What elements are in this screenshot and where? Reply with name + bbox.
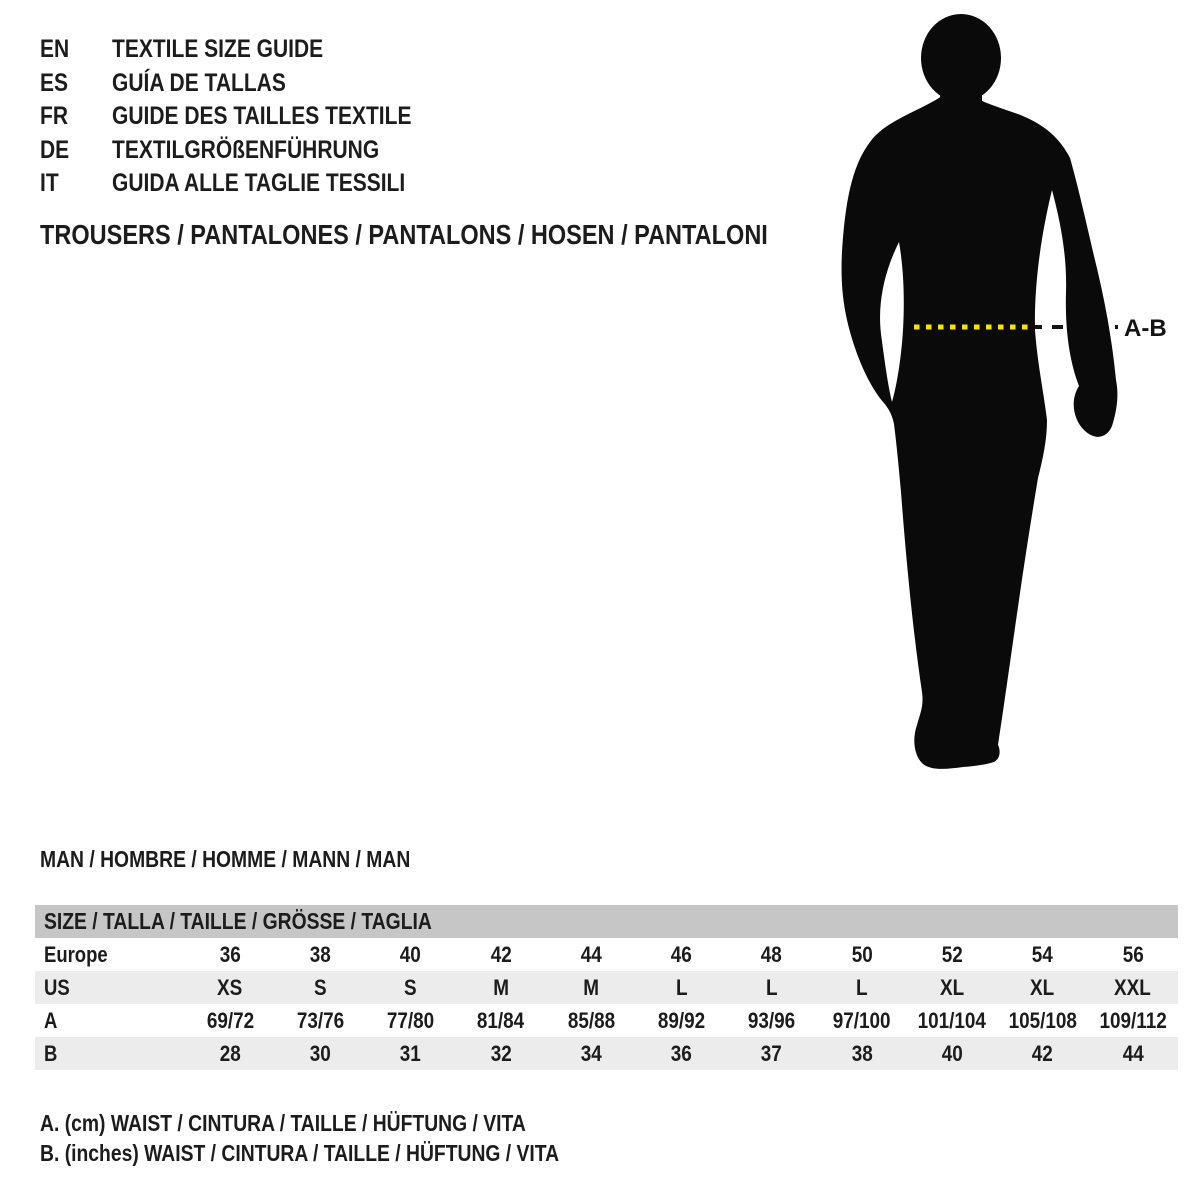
- table-cell: 52: [941, 942, 963, 967]
- language-title: GUÍA DE TALLAS: [112, 68, 286, 97]
- language-code: FR: [40, 102, 68, 131]
- table-cell: 50: [851, 942, 873, 967]
- table-cell: 38: [309, 942, 331, 967]
- table-cell: 44: [1122, 1041, 1144, 1066]
- table-cell: 77/80: [386, 1008, 435, 1033]
- table-cell: 85/88: [567, 1008, 615, 1033]
- table-cell: 36: [670, 1041, 692, 1066]
- table-cell: 44: [580, 942, 602, 967]
- table-cell: L: [856, 975, 868, 1000]
- row-label: Europe: [44, 942, 108, 967]
- table-cell: 46: [670, 942, 692, 967]
- table-cell: XXL: [1114, 975, 1152, 1000]
- silhouette-body: [842, 96, 1118, 769]
- table-row-a-cm: [35, 1004, 1178, 1037]
- row-label: B: [44, 1041, 58, 1066]
- row-values: [185, 1004, 1178, 1037]
- note-b: B. (inches) WAIST / CINTURA / TAILLE / HÜFTUNG / VITA: [40, 1140, 560, 1166]
- table-cell: XS: [217, 975, 243, 1000]
- table-cell: L: [675, 975, 688, 1000]
- row-label: US: [44, 975, 70, 1000]
- language-title: TEXTILGRÖßENFÜHRUNG: [112, 135, 380, 164]
- table-cell: 30: [309, 1041, 331, 1066]
- table-cell: 40: [941, 1041, 963, 1066]
- table-cell: 34: [580, 1041, 602, 1066]
- table-cell: S: [404, 975, 417, 1000]
- table-cell: 81/84: [477, 1008, 525, 1033]
- table-cell: 37: [761, 1041, 783, 1066]
- section-title: MAN / HOMBRE / HOMME / MANN / MAN: [40, 846, 411, 872]
- table-cell: M: [493, 975, 509, 1000]
- table-cell: L: [765, 975, 778, 1000]
- measure-label: A-B: [1124, 315, 1167, 342]
- row-label: A: [44, 1008, 58, 1033]
- silhouette-head: [921, 14, 1001, 102]
- category-title: TROUSERS / PANTALONES / PANTALONS / HOSEN / PANTALONI: [40, 219, 768, 250]
- table-cell: XL: [1030, 975, 1055, 1000]
- table-cell: XL: [940, 975, 965, 1000]
- table-cell: 42: [1031, 1041, 1054, 1066]
- table-row-us: [35, 971, 1178, 1004]
- table-cell: 109/112: [1099, 1008, 1167, 1033]
- table-cell: 89/92: [657, 1008, 706, 1033]
- table-cell: 32: [490, 1041, 512, 1066]
- language-title: GUIDE DES TAILLES TEXTILE: [112, 102, 412, 131]
- language-title: GUIDA ALLE TAGLIE TESSILI: [112, 169, 406, 198]
- table-cell: 93/96: [748, 1008, 796, 1033]
- table-cell: 36: [219, 942, 241, 967]
- table-cell: 69/72: [206, 1008, 254, 1033]
- language-code: EN: [40, 35, 70, 64]
- row-values: [185, 1037, 1178, 1070]
- language-code: IT: [40, 169, 59, 198]
- table-cell: 105/108: [1008, 1008, 1077, 1033]
- size-table-header: SIZE / TALLA / TAILLE / GRÖSSE / TAGLIA: [35, 905, 1178, 938]
- table-cell: 38: [851, 1041, 873, 1066]
- table-cell: M: [583, 975, 600, 1000]
- table-cell: 42: [490, 942, 512, 967]
- table-cell: 56: [1122, 942, 1144, 967]
- table-cell: 73/76: [296, 1008, 345, 1033]
- table-row-b-inches: [35, 1037, 1178, 1070]
- language-title: TEXTILE SIZE GUIDE: [112, 35, 324, 64]
- measurement-notes: [40, 1108, 658, 1168]
- table-row-europe: [35, 938, 1178, 971]
- table-cell: 54: [1031, 942, 1054, 967]
- note-a: A. (cm) WAIST / CINTURA / TAILLE / HÜFTUNG / VITA: [40, 1110, 526, 1136]
- size-table: [35, 905, 1178, 1070]
- table-cell: 28: [219, 1041, 241, 1066]
- table-cell: 97/100: [833, 1008, 891, 1033]
- row-values: [185, 938, 1178, 971]
- table-cell: S: [314, 975, 327, 1000]
- table-cell: 31: [400, 1041, 422, 1066]
- table-cell: 101/104: [918, 1008, 987, 1033]
- language-code: ES: [40, 68, 69, 97]
- language-code: DE: [40, 135, 70, 164]
- table-cell: 48: [761, 942, 783, 967]
- table-cell: 40: [400, 942, 422, 967]
- row-values: [185, 971, 1178, 1004]
